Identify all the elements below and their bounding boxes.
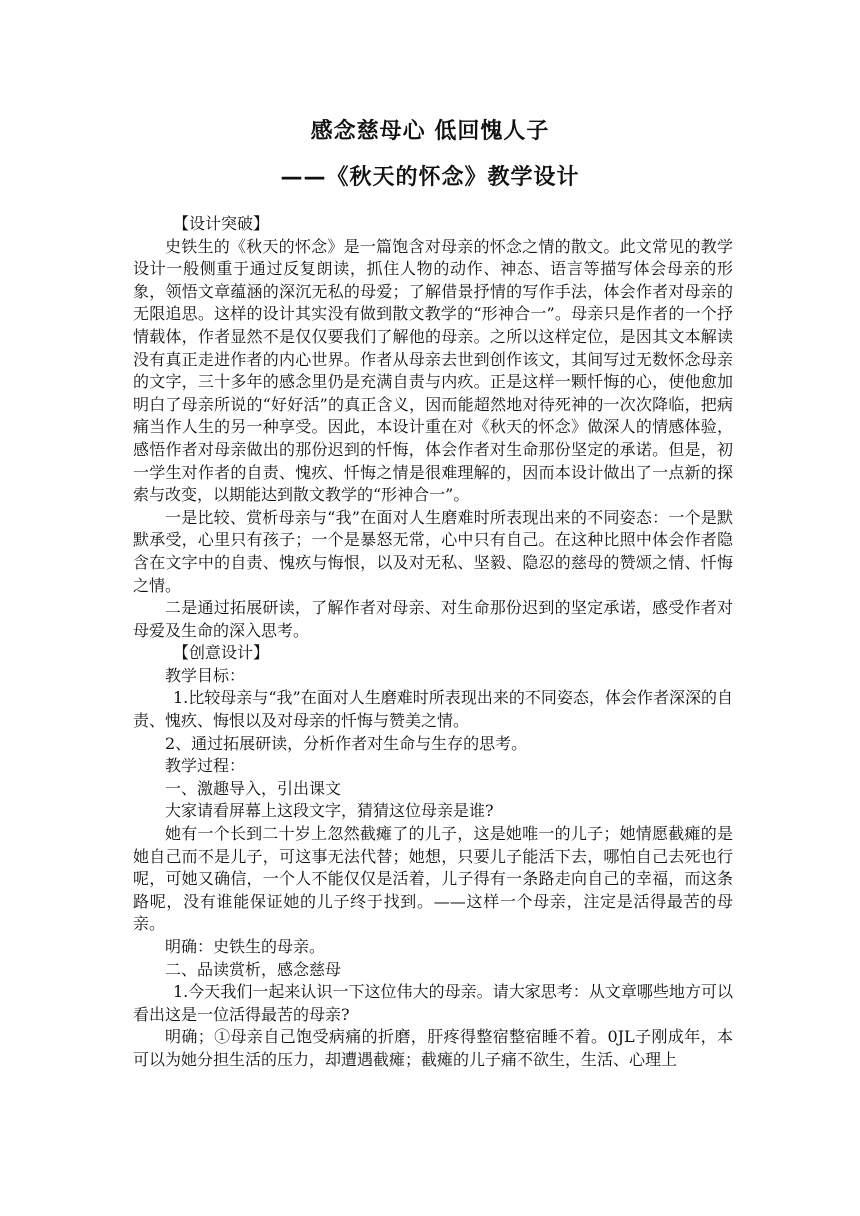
document-subtitle: ——《秋天的怀念》教学设计 [280,165,580,190]
goals-label: 教学目标： [165,665,246,685]
paragraph-breakthrough-3: 二是通过拓展研读，了解作者对母亲、对生命那份迟到的坚定承诺，感受作者对母爱及生命的深入思考。 [133,598,733,640]
section-heading-creative: 【创意设计】 [173,643,270,663]
step-heading-2: 二、品读赏析，感念慈母 [165,959,342,979]
paragraph-breakthrough-2: 一是比较、赏析母亲与“我”在面对人生磨难时所表现出来的不同姿态：一个是默默承受，心里只有孩子；一个是暴怒无常，心中只有自己。在这种比照中体会作者隐含在文字中的自责、愧疚与悔恨，以及对无私、坚毅、隐忍的慈母的赞颂之情、忏悔之情。 [133,507,733,595]
process-label: 教学过程： [165,756,246,776]
goal-item-2: 2、通过拓展研读，分析作者对生命与生存的思考。 [165,733,528,753]
step-heading-1: 一、激趣导入，引出课文 [165,778,342,798]
step-1-answer: 明确：史铁生的母亲。 [165,937,326,956]
section-heading-breakthrough: 【设计突破】 [173,214,270,233]
goal-item-1: 1.比较母亲与“我”在面对人生磨难时所表现出来的不同姿态，体会作者深深的自责、愧疚、悔恨以及对母亲的忏悔与赞美之情。 [133,688,733,731]
step-2-answer: 明确；①母亲自己饱受病痛的折磨，肝疼得整宿整宿睡不着。0JL子刚成年，本可以为她分担生活的压力，却遭遇截瘫；截瘫的儿子痛不欲生，生活、心理上 [133,1027,733,1069]
document-title: 感念慈母心 低回愧人子 [310,119,550,144]
step-1-paragraph-2: 她有一个长到二十岁上忽然截瘫了的儿子，这是她唯一的儿子；她情愿截瘫的是她自己而不是儿子，可这事无法代替；她想，只要儿子能活下去，哪怕自己去死也行呢，可她又确信，一个人不能仅仅是活着，儿子得有一条路走向自己的幸福，而这条路呢，没有谁能保证她的儿子终于找到。——这样一个母亲，注定是活得最苦的母亲。 [133,824,733,934]
document-body [133,213,733,1072]
step-1-paragraph-1: 大家请看屏幕上这段文字，猜猜这位母亲是谁? [165,801,494,821]
paragraph-breakthrough-1: 史铁生的《秋天的怀念》是一篇饱含对母亲的怀念之情的散文。此文常见的教学设计一般侧重于通过反复朗读，抓住人物的动作、神态、语言等描写体会母亲的形象，领悟文章蕴涵的深沉无私的母爱；了解借景抒情的写作手法，体会作者对母亲的无限追思。这样的设计其实没有做到散文教学的“形神合一”。母亲只是作者的一个抒情载体，作者显然不是仅仅要我们了解他的母亲。之所以这样定位，是因其文本解读没有真正走进作者的内心世界。作者从母亲去世到创作该文，其间写过无数怀念母亲的文字，三十多年的感念里仍是充满自责与内疚。正是这样一颗忏悔的心，使他愈加明白了母亲所说的“好好活”的真正含义，因而能超然地对待死神的一次次降临，把病痛当作人生的另一种享受。因此，本设计重在对《秋天的怀念》做深人的情感体验，感悟作者对母亲做出的那份迟到的忏悔，体会作者对生命那份坚定的承诺。但是，初一学生对作者的自责、愧疚、忏悔之情是很难理解的，因而本设计做出了一点新的探索与改变，以期能达到散文教学的“形神合一”。 [133,236,733,505]
step-2-question-1: 1.今天我们一起来认识一下这位伟大的母亲。请大家思考：从文章哪些地方可以看出这是一位活得最苦的母亲? [133,982,733,1024]
